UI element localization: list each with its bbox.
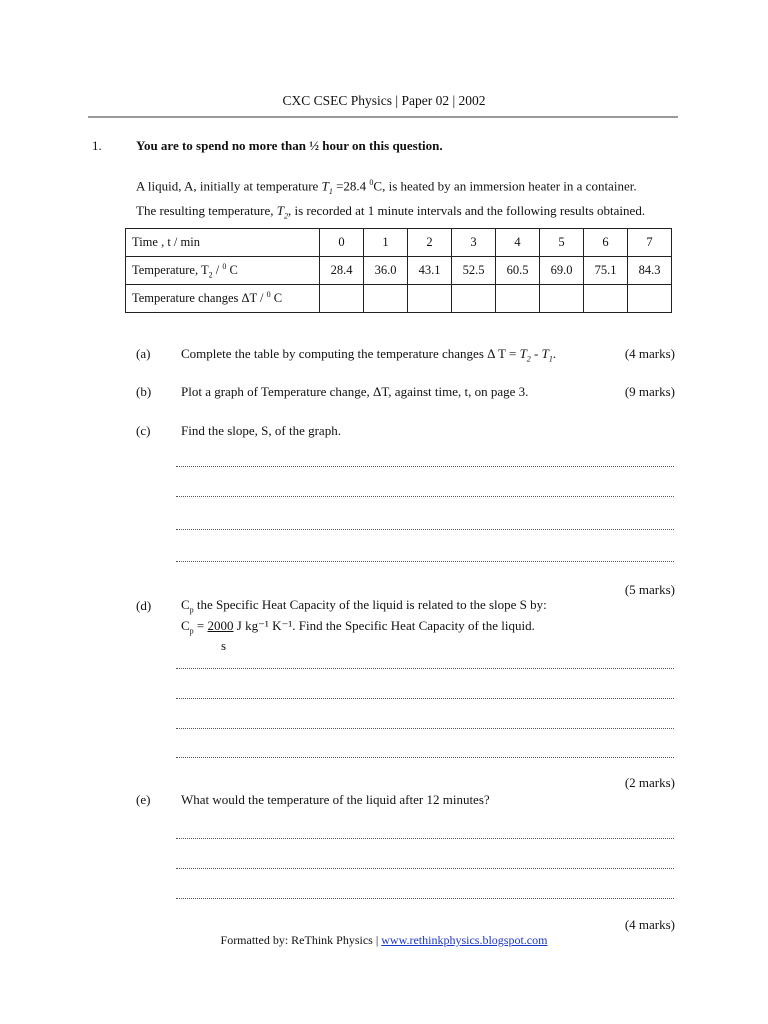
change-label-a: Temperature changes ΔT / bbox=[132, 291, 267, 306]
temperature-cell: 52.5 bbox=[452, 257, 496, 285]
time-cell: 5 bbox=[540, 229, 584, 257]
part-d-c-sub: p bbox=[189, 605, 194, 615]
temp-label-sup: 0 bbox=[222, 261, 227, 271]
change-answer-cell[interactable] bbox=[320, 285, 364, 313]
part-d-line1: the Specific Heat Capacity of the liquid is related to the slope S by: bbox=[193, 597, 547, 612]
answer-line-e3[interactable] bbox=[176, 898, 674, 899]
temperature-cell: 60.5 bbox=[496, 257, 540, 285]
footer-link[interactable]: www.rethinkphysics.blogspot.com bbox=[381, 933, 548, 947]
temperature-cell: 43.1 bbox=[408, 257, 452, 285]
answer-line-c3[interactable] bbox=[176, 529, 674, 530]
answer-line-e1[interactable] bbox=[176, 838, 674, 839]
part-d-eq: = bbox=[193, 617, 208, 633]
answer-line-d4[interactable] bbox=[176, 757, 674, 758]
temp-label-sub: 2 bbox=[208, 270, 213, 280]
part-a-text-a: Complete the table by computing the temperature changes Δ T = bbox=[181, 346, 520, 361]
intro-t1-symbol: T bbox=[321, 178, 329, 194]
table-row-temperature-change bbox=[126, 285, 672, 313]
answer-line-d3[interactable] bbox=[176, 728, 674, 729]
temp-label-a: Temperature, T bbox=[132, 262, 209, 277]
intro-line2-b: , is recorded at 1 minute intervals and the following results obtained. bbox=[288, 202, 646, 218]
temperature-cell: 75.1 bbox=[584, 257, 628, 285]
change-label-sup: 0 bbox=[266, 290, 271, 300]
change-answer-cell[interactable] bbox=[540, 285, 584, 313]
part-b-text: Plot a graph of Temperature change, ΔT, against time, t, on page 3. bbox=[181, 384, 529, 399]
time-cell: 1 bbox=[364, 229, 408, 257]
part-a-t2-sub: 2 bbox=[526, 354, 531, 364]
part-e-text: What would the temperature of the liquid after 12 minutes? bbox=[181, 792, 490, 807]
intro-t2-subscript: 2 bbox=[284, 211, 289, 221]
intro-t1-subscript: 1 bbox=[328, 186, 333, 196]
part-d-c: C bbox=[181, 597, 190, 612]
part-d-label: (d) bbox=[136, 598, 152, 613]
intro-text-1: A liquid, A, initially at temperature bbox=[136, 178, 322, 194]
time-row-label: Time , t / min bbox=[126, 229, 320, 257]
question-instruction: You are to spend no more than ½ hour on this question. bbox=[136, 138, 443, 153]
part-d-text bbox=[181, 597, 547, 653]
change-row-label bbox=[126, 285, 320, 313]
part-e-marks: (4 marks) bbox=[624, 917, 675, 932]
part-a-label: (a) bbox=[136, 346, 151, 361]
answer-line-e2[interactable] bbox=[176, 868, 674, 869]
intro-degree-mark: 0 bbox=[369, 178, 374, 187]
results-table bbox=[125, 228, 672, 313]
change-answer-cell[interactable] bbox=[584, 285, 628, 313]
answer-line-d1[interactable] bbox=[176, 668, 674, 669]
part-d-marks: (2 marks) bbox=[624, 775, 675, 790]
time-cell: 4 bbox=[496, 229, 540, 257]
intro-text-3: C, is heated by an immersion heater in a container. bbox=[373, 178, 637, 194]
intro-t2-symbol: T bbox=[276, 202, 285, 218]
temperature-cell: 28.4 bbox=[320, 257, 364, 285]
temperature-cell: 69.0 bbox=[540, 257, 584, 285]
table-row-time bbox=[126, 229, 672, 257]
question-number: 1. bbox=[92, 138, 102, 153]
change-answer-cell[interactable] bbox=[408, 285, 452, 313]
header-rule bbox=[88, 116, 678, 118]
time-cell: 6 bbox=[584, 229, 628, 257]
part-c-text: Find the slope, S, of the graph. bbox=[181, 423, 341, 438]
time-cell: 3 bbox=[452, 229, 496, 257]
part-b-label: (b) bbox=[136, 384, 152, 399]
time-cell: 7 bbox=[628, 229, 672, 257]
answer-line-c1[interactable] bbox=[176, 466, 674, 467]
time-cell: 2 bbox=[408, 229, 452, 257]
change-answer-cell[interactable] bbox=[452, 285, 496, 313]
intro-text-2: =28.4 bbox=[332, 178, 370, 194]
intro-line2-a: The resulting temperature, bbox=[136, 202, 277, 218]
table-row-temperature bbox=[126, 257, 672, 285]
temperature-cell: 84.3 bbox=[628, 257, 672, 285]
part-c-marks: (5 marks) bbox=[624, 582, 675, 597]
part-d-numerator: 2000 bbox=[207, 617, 234, 633]
part-a-minus: - bbox=[530, 346, 542, 361]
part-a-marks: (4 marks) bbox=[624, 346, 675, 361]
temperature-cell: 36.0 bbox=[364, 257, 408, 285]
page-footer bbox=[0, 933, 768, 948]
part-d-c2-sub: p bbox=[189, 626, 194, 636]
time-cell: 0 bbox=[320, 229, 364, 257]
part-d-line2: J kg⁻¹ K⁻¹. Find the Specific Heat Capacity of the liquid. bbox=[233, 617, 535, 633]
part-b-marks: (9 marks) bbox=[624, 384, 675, 399]
part-e-label: (e) bbox=[136, 792, 151, 807]
temperature-row-label bbox=[126, 257, 320, 285]
answer-line-c4[interactable] bbox=[176, 561, 674, 562]
temp-label-c: C bbox=[226, 262, 238, 277]
page-header-title: CXC CSEC Physics | Paper 02 | 2002 bbox=[282, 93, 486, 108]
change-answer-cell[interactable] bbox=[628, 285, 672, 313]
change-answer-cell[interactable] bbox=[364, 285, 408, 313]
temp-label-b: / bbox=[212, 262, 223, 277]
part-a-t2: T bbox=[519, 346, 527, 361]
part-a-t1-sub: 1 bbox=[548, 354, 553, 364]
answer-line-c2[interactable] bbox=[176, 496, 674, 497]
change-answer-cell[interactable] bbox=[496, 285, 540, 313]
footer-prefix: Formatted by: ReThink Physics | bbox=[220, 933, 382, 947]
part-d-c2: C bbox=[181, 617, 190, 633]
answer-line-d2[interactable] bbox=[176, 698, 674, 699]
part-c-label: (c) bbox=[136, 423, 151, 438]
part-a-text bbox=[181, 346, 556, 364]
part-a-end: . bbox=[552, 346, 557, 361]
part-a-t1: T bbox=[541, 346, 549, 361]
question-intro bbox=[136, 173, 696, 226]
change-label-b: C bbox=[270, 291, 283, 306]
part-d-denominator: s bbox=[221, 638, 227, 654]
